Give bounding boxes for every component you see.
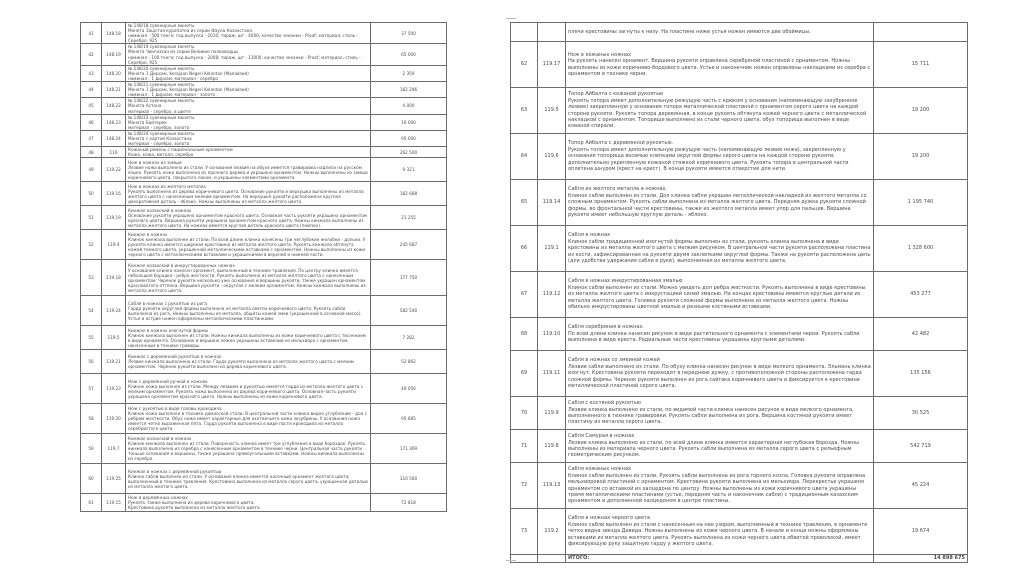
description-body: Клинок сабли выполнен из стали. Дол клинка сабли украшен металлической накладкой из желтого металла со сложным орнаментом. Рукоять сабли выполнена из металла желтого цвета. Передняя дужка рукояти сложной формы, во фронтальной части крестовины, также из желтого металла имеет упор для пальцев. Вершина рукояти имеет небольшую круглую деталь - яблоко. bbox=[568, 192, 867, 219]
row-number: 59 bbox=[81, 434, 102, 464]
description-title: № 148/22 сувенирные монеты bbox=[128, 98, 195, 104]
row-value: 15 711 bbox=[874, 42, 968, 88]
table-row bbox=[81, 296, 447, 326]
row-code: 148.19 bbox=[102, 44, 126, 65]
row-description bbox=[126, 130, 371, 146]
row-code: 119.24 bbox=[102, 296, 126, 326]
description-body: плечи крестовины загнуты к низу. На пластине ниже устья ножен имеются две обоймицы. bbox=[568, 28, 811, 35]
table-row bbox=[81, 65, 447, 81]
total-value: 14 898 675 bbox=[874, 555, 968, 563]
row-number: 49 bbox=[81, 158, 102, 182]
right-document-page bbox=[510, 22, 967, 563]
row-number: 51 bbox=[81, 206, 102, 230]
row-value: 182 688 bbox=[371, 182, 447, 206]
description-title: Сабля серебряная в ножнах. bbox=[568, 324, 644, 331]
row-number: 58 bbox=[81, 404, 102, 434]
row-description bbox=[566, 272, 874, 318]
description-body: По всей длине клинка нанесен рисунок в виде растительного орнамента с элементами черни. Рукоять сабли выполнена в виде креста. Радиальные части крестовины украшены круглыми деталями. bbox=[568, 330, 860, 344]
description-title: Сабля в ножнах черного цвета bbox=[568, 515, 650, 522]
row-number: 56 bbox=[81, 350, 102, 374]
row-description bbox=[566, 351, 874, 397]
description-body: Лезвие сабли выполнено из стали. По обуху клинка нанесен рисунок в виде мелкого орнамента. Эльмань клинка изогнут. Крестовина рукояти переходит в переднюю дужку, с противоположной стороны расположена гарда сложной формы. Черенок рукояти выполнен из рога сайгака коричневого цвета и фиксируется к крестовине металлической пластиной серого цвета. bbox=[568, 363, 871, 390]
table-row bbox=[81, 260, 447, 296]
row-number: 67 bbox=[511, 272, 538, 318]
table-row bbox=[81, 98, 447, 114]
row-code: 148.18 bbox=[102, 23, 126, 44]
description-title: № 148/23 сувенирные монеты bbox=[128, 114, 195, 120]
row-description bbox=[126, 434, 371, 464]
row-number: 46 bbox=[81, 114, 102, 130]
table-row bbox=[81, 114, 447, 130]
inventory-table-right bbox=[510, 22, 968, 563]
row-code: 119.14 bbox=[538, 180, 566, 226]
row-description bbox=[126, 350, 371, 374]
description-body: Рукоять также выполнена из дерева коричневого цвета. Крестовина рукояти выполнена из металла желтого цвета. bbox=[128, 500, 261, 511]
description-body: Монета с картой Казахстана материал - серебро, золото bbox=[128, 135, 192, 147]
row-code: 119.5 bbox=[538, 88, 566, 134]
description-title: № 148/19 сувенирные монеты bbox=[128, 44, 195, 50]
row-description bbox=[566, 134, 874, 180]
row-code: 119.19 bbox=[102, 206, 126, 230]
row-number: 50 bbox=[81, 182, 102, 206]
row-number: 43 bbox=[81, 65, 102, 81]
description-body: Монета Чингизхан из серии Великие полководцы номинал - 100 тенге; год выпуска - 2008; тираж, шт - 13000; качество чеканки - Proof; материал, стиль - Серебро, 925 bbox=[128, 49, 361, 65]
description-title: № 148/18 сувенирные монеты bbox=[128, 23, 195, 28]
description-title: Нож в кожаных ножнах bbox=[568, 51, 631, 58]
row-description bbox=[126, 98, 371, 114]
row-value: 135 156 bbox=[874, 351, 968, 397]
row-value: 42 482 bbox=[874, 318, 968, 351]
table-row bbox=[511, 430, 968, 463]
row-code bbox=[538, 23, 566, 42]
row-value: 453 277 bbox=[874, 272, 968, 318]
row-description bbox=[126, 404, 371, 434]
row-code: 119.23 bbox=[102, 374, 126, 404]
table-row bbox=[81, 82, 447, 98]
row-code: 119.10 bbox=[538, 318, 566, 351]
row-number: 44 bbox=[81, 82, 102, 98]
row-value: 262 500 bbox=[371, 147, 447, 158]
description-title: Сабля в ножнах со змеиной кожей bbox=[568, 357, 660, 364]
row-description bbox=[566, 463, 874, 509]
description-body: На рукоять нанесен орнамент. Вершина рукояти оправлена серебряной пластиной с орнаментом. Ножны выполнены из кожи коричнево-бордового цвета. Устье и наконечник ножен оправлены накладками из серебра с орнаментом в технике черни. bbox=[568, 58, 871, 77]
description-body: Клинок кинжала выполнен из стали. По всей длине клинка нанесены три неглубокие желобки - дольки. У рукояти клинка имеется широкая крестовина из металла желтого цвета. Рукоять кинжала обтянута кожей темного цвета, украшенной металлическими вставками с орнаментом. Ножны выполнены из кожи черного цвета с металлическими вставками и украшениями в верхней и нижней части. bbox=[128, 237, 366, 258]
description-body: Лезвие клинка выполнено из стали, по всей длине клинка имеется характерная неглубокая борозда. Ножны выполнены из материала черного цвета. Рукоять сабли выполнена из металла серого цвета с рельефным геометрическим рисунком. bbox=[568, 439, 860, 459]
row-code: 119.1 bbox=[538, 226, 566, 272]
description-body: Клинок сабли выполнен из стали. Рукоять сабли выполнена из рога горного козла. Головка рукояти оправлена мельхиоровой пластиной с орнаментом. Крестовина рукояти выполнена из мельхиора. Перекрестье украшено орнаментом со вставкой из халцедона по центру. Ножны выполнены из кожи коричневого цвета украшены тремя металлическими пластинами (устье, передняя часть и наконечник сабли) с традиционным казахским орнаментом и дополненной халцедоном в центре пластины. bbox=[568, 472, 866, 505]
row-code: 119.7 bbox=[102, 434, 126, 464]
row-value: 171 369 bbox=[371, 434, 447, 464]
description-body: Основание рукояти украшено орнаментом красного цвета. Основная часть рукояти украшена орнаментом красного цвета. Вершина рукояти украшена орнаментом красного цвета. Ножны кинжала выполнены из металла желтого цвета. На ножнах имеется круглая деталь красного цвета (помпон). bbox=[128, 212, 368, 228]
description-title: Сабля из желтого металла в ножнах. bbox=[568, 186, 668, 193]
row-value: 582 540 bbox=[371, 296, 447, 326]
row-description bbox=[126, 182, 371, 206]
row-description bbox=[126, 260, 371, 296]
row-value: 49 056 bbox=[371, 374, 447, 404]
row-code: 119.5 bbox=[102, 326, 126, 350]
row-description bbox=[566, 180, 874, 226]
table-row bbox=[81, 464, 447, 494]
row-description bbox=[126, 158, 371, 182]
description-title: Кинжал в ножнах с деревянной рукоятью bbox=[128, 468, 222, 474]
total-label: ИТОГО: bbox=[566, 555, 874, 563]
description-body: Монета 1 Дирхам, Kerajaan Negeri Kelantan (Малайзия) номинал - 1 дирхам, материал - золото bbox=[128, 87, 249, 98]
table-row bbox=[81, 158, 447, 182]
description-body: Клинок ножа выполнен в технике дамасской стали. В центральной части клинка видно углубление - дол с ребром жесткости. Обух ножа имеет характерные для охотничьего ножа зазубрины. У основания ножа имеется четко выраженная пята. Гарда рукояти выполнена в виде пасти крокодила из металла серебристого цвета. bbox=[128, 411, 367, 432]
row-number: 52 bbox=[81, 230, 102, 260]
row-number: 48 bbox=[81, 147, 102, 158]
description-title: Сабля Самурая в ножнах bbox=[568, 433, 635, 440]
table-row bbox=[81, 147, 447, 158]
description-title: Сабля в ножнах инкрустированная эмалью bbox=[568, 278, 683, 285]
table-row bbox=[511, 318, 968, 351]
description-title: Кинжал казахский в ножнах bbox=[128, 436, 192, 442]
row-code: 148.22 bbox=[102, 98, 126, 114]
page-edge-mark bbox=[506, 18, 516, 19]
description-body: Клинок сабли выполнен из стали. Можно увидеть дол ребра жесткости. Рукоять выполнена в виде крестовины из металла желтого цвета с инкрустацией синей эмалью. На концах крестовины имеются круглые детали из металла желтого цвета. Головка рукояти сложной формы выполнена из металла желтого цвета. Ножны обильно инкрустированы цветной эмалью и резными костяными вставками. bbox=[568, 284, 866, 311]
row-value: 4 000 bbox=[371, 98, 447, 114]
row-code: 119.15 bbox=[102, 494, 126, 512]
table-row bbox=[81, 130, 447, 146]
description-title: Кинжал с деревянной рукоятью в ножнах bbox=[128, 354, 222, 360]
row-number: 64 bbox=[511, 134, 538, 180]
row-code: 119.9 bbox=[538, 397, 566, 430]
row-number: 70 bbox=[511, 397, 538, 430]
row-value: 30 525 bbox=[874, 397, 968, 430]
table-row bbox=[511, 226, 968, 272]
table-row bbox=[81, 404, 447, 434]
row-code: 119.4 bbox=[102, 230, 126, 260]
row-code: 119.25 bbox=[102, 464, 126, 494]
row-code: 119.11 bbox=[538, 351, 566, 397]
row-value: 95 000 bbox=[371, 130, 447, 146]
row-number: 73 bbox=[511, 509, 538, 555]
row-description bbox=[566, 226, 874, 272]
row-description bbox=[566, 509, 874, 555]
row-value: 65 000 bbox=[371, 44, 447, 65]
row-number: 54 bbox=[81, 296, 102, 326]
table-row bbox=[81, 230, 447, 260]
description-body: Клинок ножа выполнен из стали. Между лезвием и рукоятью имеется гарда из металла желтого цвета с мелким орнаментом. Рукоять ножа выполнена из дерева коричневого цвета. Основная часть рукояти украшена орнаментом красного цвета. Ножны выполнены из кожи коричневого цвета. bbox=[128, 383, 364, 399]
row-code: 119.12 bbox=[538, 272, 566, 318]
description-body: Клинок сабли выполнен из стали. У основания клинка имеется насечный орнамент желтого цвета, выполненный в технике травления. Крестовина выполнена из металла серого цвета, украшенная деталью из металла желтого цвета. bbox=[128, 473, 368, 489]
table-row bbox=[511, 134, 968, 180]
description-title: Кожаный ремень с национальным орнаментом bbox=[128, 147, 233, 153]
table-row bbox=[81, 350, 447, 374]
total-row bbox=[511, 555, 968, 563]
row-code: 116 bbox=[102, 147, 126, 158]
table-row bbox=[81, 182, 447, 206]
row-value: 37 500 bbox=[371, 23, 447, 44]
row-value: 52 862 bbox=[371, 350, 447, 374]
table-row bbox=[81, 44, 447, 65]
table-row bbox=[81, 434, 447, 464]
description-body: Клинок кинжала выполнен из стали. Поверхность клинка имеет три углубления в виде бороздок. Рукоять кинжала выполнена из серебра с нанесенным орнаментом в технике черни. Центральная часть рукояти тоньше основания и вершины, также украшена прямоугольными вставками. Ножны кинжала выполнены из серебра. bbox=[128, 441, 366, 462]
description-title: Кинжал казахский в инкрустированных ножнах bbox=[128, 262, 235, 268]
table-row bbox=[511, 42, 968, 88]
left-document-page bbox=[80, 22, 446, 512]
description-title: Сабля с костяной рукоятью bbox=[568, 400, 641, 407]
description-title: Нож в ножнах из желтого металла bbox=[128, 183, 206, 189]
row-value: 1 328 600 bbox=[874, 226, 968, 272]
row-description bbox=[126, 147, 371, 158]
table-row bbox=[81, 206, 447, 230]
row-code: 148.20 bbox=[102, 65, 126, 81]
table-row bbox=[81, 374, 447, 404]
row-number: 65 bbox=[511, 180, 538, 226]
row-number: 42 bbox=[81, 44, 102, 65]
row-description bbox=[566, 430, 874, 463]
table-row bbox=[81, 23, 447, 44]
row-value: 16 000 bbox=[371, 114, 447, 130]
row-description bbox=[126, 44, 371, 65]
row-number: 60 bbox=[81, 464, 102, 494]
description-body: Монета Астана материал - серебро, в цвете bbox=[128, 103, 191, 114]
row-code: 119.6 bbox=[538, 134, 566, 180]
description-title: Нож в ножнах из замши bbox=[128, 159, 182, 165]
row-number: 61 bbox=[81, 494, 102, 512]
row-number: 57 bbox=[81, 374, 102, 404]
inventory-table-left bbox=[80, 22, 447, 512]
table-row bbox=[511, 88, 968, 134]
description-body: Монета 1 Дирхам, Kerajaan Negeri Kelantan (Малайзия) номинал - 1 дирхам, материал - серебро bbox=[128, 70, 249, 81]
row-description bbox=[126, 374, 371, 404]
description-body: Монета Зацістая куропатка из серии Фауна Казахстана номинал - 500 тенге; год выпуска - 2010; тираж, шт - 4000; качество чеканки - Proof; материал, стиль - Серебро, 925 bbox=[128, 28, 358, 44]
row-value: 19 674 bbox=[874, 509, 968, 555]
row-description bbox=[126, 206, 371, 230]
description-title: Нож в деревянных ножнах bbox=[128, 495, 188, 501]
row-number: 71 bbox=[511, 430, 538, 463]
row-code: 119.18 bbox=[102, 260, 126, 296]
description-body: Лезвие клинка выполнено из стали, по видимой части клинка нанесен рисунок в виде мелкого орнамента, выполненного в технике гравировки. Рукоять сабли выполнена из рога. Вершина костяной рукояти имеет пластину из металла серого цвета. bbox=[568, 406, 854, 426]
row-number: 53 bbox=[81, 260, 102, 296]
description-body: Гарда рукояти округлой формы выполнена из металла светло-коричневого цвета. Рукоять сабли выполнена из рога. Ножны выполнены из металла, обшиты кожей змеи (украшенной в основной массе). Устье и острие ножен оформлены металлическими пластинками. bbox=[128, 305, 362, 321]
row-description bbox=[126, 296, 371, 326]
description-body: Монета Байтерек материал - серебро, золото bbox=[128, 119, 190, 130]
row-number: 45 bbox=[81, 98, 102, 114]
description-title: Топор Айбалта с деревянной рукоятью. bbox=[568, 140, 674, 147]
description-title: № 148/21 сувенирные монеты bbox=[128, 82, 195, 88]
continuation-row bbox=[511, 23, 968, 42]
description-title: Топор Айбалта с кожаной рукоятью bbox=[568, 91, 664, 98]
row-description bbox=[566, 318, 874, 351]
description-body: Рукоять выполнено из дерева коричневого цвета. Основание рукояти и верхушка выполнены из металла желтого цвета с нанесенным мелким орнаментом. На верхушке рукояти расположена круглая декоративная деталь - яблоко. Ножны выполнены из металла желтого цвета. bbox=[128, 188, 364, 204]
row-value: 9 321 bbox=[371, 158, 447, 182]
description-title: Сабля в ножнах с рукоятью из рога bbox=[128, 300, 207, 306]
row-description bbox=[566, 397, 874, 430]
row-code: 119.16 bbox=[102, 182, 126, 206]
description-title: Кинжал в ножнах изогнутой формы bbox=[128, 327, 209, 333]
row-value: 19 200 bbox=[874, 134, 968, 180]
description-title: Сабля кожаных ножнах bbox=[568, 466, 631, 473]
row-code: 119.20 bbox=[102, 404, 126, 434]
row-description bbox=[126, 494, 371, 512]
description-title: № 148/24 сувенирные монеты bbox=[128, 130, 195, 136]
row-description bbox=[566, 42, 874, 88]
row-code: 119.17 bbox=[538, 42, 566, 88]
row-value: 72 818 bbox=[371, 494, 447, 512]
row-value: 310 560 bbox=[371, 464, 447, 494]
row-description bbox=[566, 88, 874, 134]
row-description bbox=[126, 326, 371, 350]
row-code: 119.21 bbox=[102, 350, 126, 374]
description-body: Клинок кинжала выполнен из стали. Ножны кинжала выполнены из кожи коричневого цвета с тиснением в виде орнамента. Основание и вершина ножен украшены вставками из мельхиора с орнаментом, нанесенным в технике гравюры. bbox=[128, 332, 366, 348]
description-body: Рукоять топора имеет дополнительную режущую часть с крюком у основания (напоминающую зазубренное лезвие) закрепленную у основания топора металлической пластиной с орнаментом серого цвета на каждой стороне рукояти. Рукоять топора деревянная, в конце рукоять обтянута кожей черного цвета с металлической накладкой с орнаментом. Топорище выполнено из стали черного цвета, обух топорища выполнен в виде кованой спирали. bbox=[568, 97, 867, 130]
row-value: 1 195 740 bbox=[874, 180, 968, 226]
description-title: Кинжал в ножнах bbox=[128, 232, 168, 238]
description-body: Кожа, кожа, металл, серебро bbox=[128, 152, 194, 158]
description-body: Лезвие ножа выполнено из стали. У основания лезвия на обухе имеется гравировка надписи на русском языке. Рукоять ножа выполнена из прочного дерева и украшено орнаментом. Ножны выполнены из замши коричневого цвета, покрытого лаком, и украшены элементами орнамента. bbox=[128, 164, 368, 180]
row-number bbox=[511, 555, 538, 563]
row-code: 119.22 bbox=[102, 158, 126, 182]
row-value: 7 282 bbox=[371, 326, 447, 350]
description-title: Нож с рукоятью в виде головы крокодила bbox=[128, 406, 222, 412]
row-number: 55 bbox=[81, 326, 102, 350]
row-description bbox=[126, 114, 371, 130]
description-title: Сабля в ножнах bbox=[568, 232, 611, 239]
row-code: 119.13 bbox=[538, 463, 566, 509]
table-row bbox=[511, 272, 968, 318]
row-number: 66 bbox=[511, 226, 538, 272]
row-number: 41 bbox=[81, 23, 102, 44]
description-title: № 148/20 сувенирные монеты bbox=[128, 65, 195, 71]
row-description bbox=[126, 23, 371, 44]
row-code: 148.21 bbox=[102, 82, 126, 98]
page-edge-mark bbox=[506, 560, 516, 561]
row-value: 2 359 bbox=[371, 65, 447, 81]
row-value: 245 687 bbox=[371, 230, 447, 260]
row-value: 19 200 bbox=[874, 88, 968, 134]
description-body: Лезвие кинжала выполнено из стали. Гарда рукояти выполнена из металла желтого цвета с мелким орнаментом. Черенок рукояти выполнен из дерева коричневого цвета. bbox=[128, 359, 354, 370]
table-row bbox=[511, 180, 968, 226]
row-value bbox=[874, 23, 968, 42]
row-number: 68 bbox=[511, 318, 538, 351]
row-value: 177 750 bbox=[371, 260, 447, 296]
row-description bbox=[126, 82, 371, 98]
description-title: Нож с деревянной ручкой в ножнах bbox=[128, 378, 208, 384]
table-row bbox=[511, 463, 968, 509]
row-value: 45 224 bbox=[874, 463, 968, 509]
table-row bbox=[81, 326, 447, 350]
row-description bbox=[126, 230, 371, 260]
description-body: Клинок сабли традиционной изогнутой формы выполнен из стали, рукоять клинка выполнена в виде крестовины из металла желтого цвета с мелким рисунком. В центральной части рукояти расположена пластина из кости, зафиксированная на рукояти двумя заклепками округлой формы. Также на рукояти расположена цепь (для удобства удержания сабли в руке), выполненная из металла желтого цвета. bbox=[568, 238, 871, 265]
row-code: 148.23 bbox=[102, 114, 126, 130]
row-value: 95 685 bbox=[371, 404, 447, 434]
row-value: 21 255 bbox=[371, 206, 447, 230]
row-code: 119.2 bbox=[538, 509, 566, 555]
description-body: Рукоять топора имеет дополнительную режущую часть (напоминающую лезвие ножа), закрепленную у основания топорища восемью клепками округлой формы серого цвета на каждой стороне рукояти, дополнительно укрепленную кожаной стяжкой коричневого цвета. Рукоять топора в центральной части оплетена шнуром (крест на крест). В конце рукояти имеется отверстие для нити. bbox=[568, 146, 849, 173]
row-code: 148.24 bbox=[102, 130, 126, 146]
table-row bbox=[81, 494, 447, 512]
row-number: 63 bbox=[511, 88, 538, 134]
row-number: 69 bbox=[511, 351, 538, 397]
row-number: 62 bbox=[511, 42, 538, 88]
row-number: 47 bbox=[81, 130, 102, 146]
description-title: Кинжал казахский в ножнах bbox=[128, 207, 192, 213]
row-number: 72 bbox=[511, 463, 538, 509]
row-code: 119.8 bbox=[538, 430, 566, 463]
row-description bbox=[126, 65, 371, 81]
description-body: Клинок сабли выполнен из стали с нанесенным на нее узором, выполненный в технике травления, в орнаменте четко видна звезда Давида. Ножны выполнены из кожи черного цвета. В начале и конце ножны оформлены вставками из металла желтого цвета. Рукоять выполнена из кожи черного цвета обвитой проволокой, имеет фиксирующую руку защитную гарду у желтого цвета. bbox=[568, 521, 868, 548]
table-row bbox=[511, 397, 968, 430]
description-body: У основания клинка нанесен орнамент, выполненный в технике травления. По центру клинка имеется небольшая бородка - ребро жесткости. Рукоять выполнена из металла желтого цвета с нанесенным орнаментом. Черенок рукояти несколько уже основания и вершины рукояти, также украшен орнаментом красноватого оттенка. Вершина рукояти - округлая с мелким орнаментом. Ножны кинжала выполнены из металла желтого цвета. bbox=[128, 267, 366, 294]
row-value: 542 719 bbox=[874, 430, 968, 463]
row-number bbox=[511, 23, 538, 42]
row-description bbox=[126, 464, 371, 494]
table-row bbox=[511, 509, 968, 555]
row-description bbox=[566, 23, 874, 42]
row-code bbox=[538, 555, 566, 563]
row-value: 182 296 bbox=[371, 82, 447, 98]
table-row bbox=[511, 351, 968, 397]
